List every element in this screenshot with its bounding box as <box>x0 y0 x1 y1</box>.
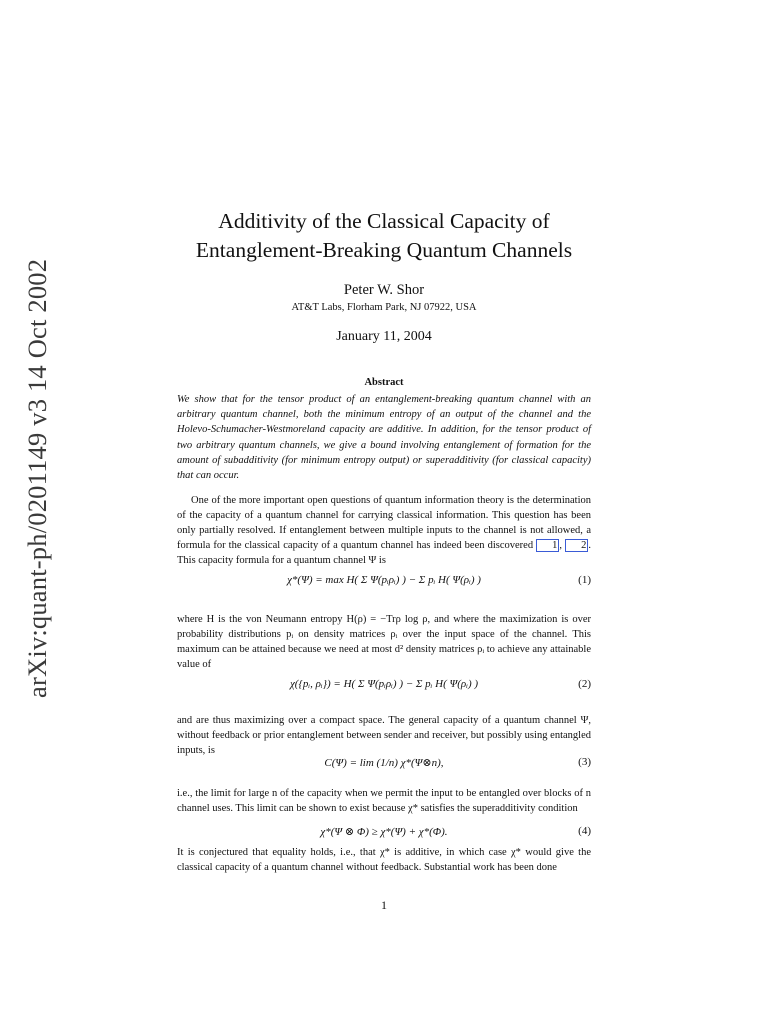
equation-1-body: χ*(Ψ) = max H( Σ Ψ(pᵢρᵢ) ) − Σ pᵢ H( Ψ(ρᵢ) ) <box>287 574 481 586</box>
citation-link-1[interactable]: 1 <box>536 539 559 552</box>
equation-4-number: (4) <box>578 825 591 837</box>
paragraph-4: i.e., the limit for large n of the capacity when we permit the input to be entangled over blocks of n channel uses. This limit can be shown to exist because χ* satisfies the superadditivity condition <box>177 788 591 814</box>
equation-1 <box>177 574 591 596</box>
paper-date: January 11, 2004 <box>336 329 432 344</box>
title-line-2: Entanglement-Breaking Quantum Channels <box>195 238 573 262</box>
equation-4-body: χ*(Ψ ⊗ Φ) ≥ χ*(Ψ) + χ*(Φ). <box>320 826 448 838</box>
equation-3 <box>177 756 591 778</box>
equation-2-number: (2) <box>578 678 591 690</box>
equation-1-number: (1) <box>578 574 591 586</box>
paragraph-2: where H is the von Neumann entropy H(ρ) = −Trρ log ρ, and where the maximization is over probability distributions pᵢ on density matrices ρᵢ over the input space of the channel. This maximum can be attained because we need at most d² density matrices ρᵢ to achieve any attainable value of <box>177 614 591 670</box>
citation-link-2[interactable]: 2 <box>565 539 588 552</box>
paragraph-3: and are thus maximizing over a compact space. The general capacity of a quantum channel Ψ, without feedback or prior entanglement between sender and receiver, but possibly using entangled inputs, is <box>177 715 591 756</box>
equation-2 <box>177 678 591 700</box>
equation-3-body: C(Ψ) = lim (1/n) χ*(Ψ⊗n), <box>324 757 444 769</box>
equation-4 <box>177 825 591 847</box>
intro-text-b: . This capacity formula for a quantum channel Ψ is <box>177 540 591 566</box>
paragraph-5: It is conjectured that equality holds, i.e., that χ* is additive, in which case χ* would give the classical capacity of a quantum channel without feedback. Substantial work has been done <box>177 847 591 873</box>
author-name: Peter W. Shor <box>343 282 425 298</box>
affiliation: AT&T Labs, Florham Park, NJ 07922, USA <box>291 302 477 313</box>
intro-text-a: One of the more important open questions of quantum information theory is the determination of the capacity of a quantum channel for carrying classical information. This question has been only partially resolved. If entanglement between multiple inputs to the channel is not allowed, a formula for the classical capacity of a quantum channel has indeed been discovered <box>177 495 591 551</box>
equation-2-body: χ({pᵢ, ρᵢ}) = H( Σ Ψ(pᵢρᵢ) ) − Σ pᵢ H( Ψ(ρᵢ) ) <box>289 678 479 690</box>
arxiv-identifier: arXiv:quant-ph/0201149 v3 14 Oct 2002 <box>22 258 52 698</box>
intro-paragraph: One of the more important open questions of quantum information theory is the determination of the capacity of a quantum channel for carrying classical information. This question has been only partially resolved. If entanglement between multiple inputs to the channel is not allowed, a formula for the classical capacity of a quantum channel has indeed been discovered 1 , 2 . This capacity formula for a quantum channel Ψ is <box>177 495 591 566</box>
paper-title <box>0 207 768 265</box>
equation-3-number: (3) <box>578 756 591 768</box>
abstract-text: We show that for the tensor product of an entanglement-breaking quantum channel with an arbitrary quantum channel, both the minimum entropy of an output of the channel and the Holevo-Schumacher-Westmoreland capacity are additive. In addition, for the tensor product of two arbitrary quantum channels, we give a bound involving entanglement of formation for the amount of subadditivity (for minimum entropy output) or superadditivity (for classical capacity) that can occur. <box>177 394 591 482</box>
page-number: 1 <box>381 898 387 912</box>
abstract-heading: Abstract <box>364 377 404 388</box>
title-line-1: Additivity of the Classical Capacity of <box>218 209 550 233</box>
